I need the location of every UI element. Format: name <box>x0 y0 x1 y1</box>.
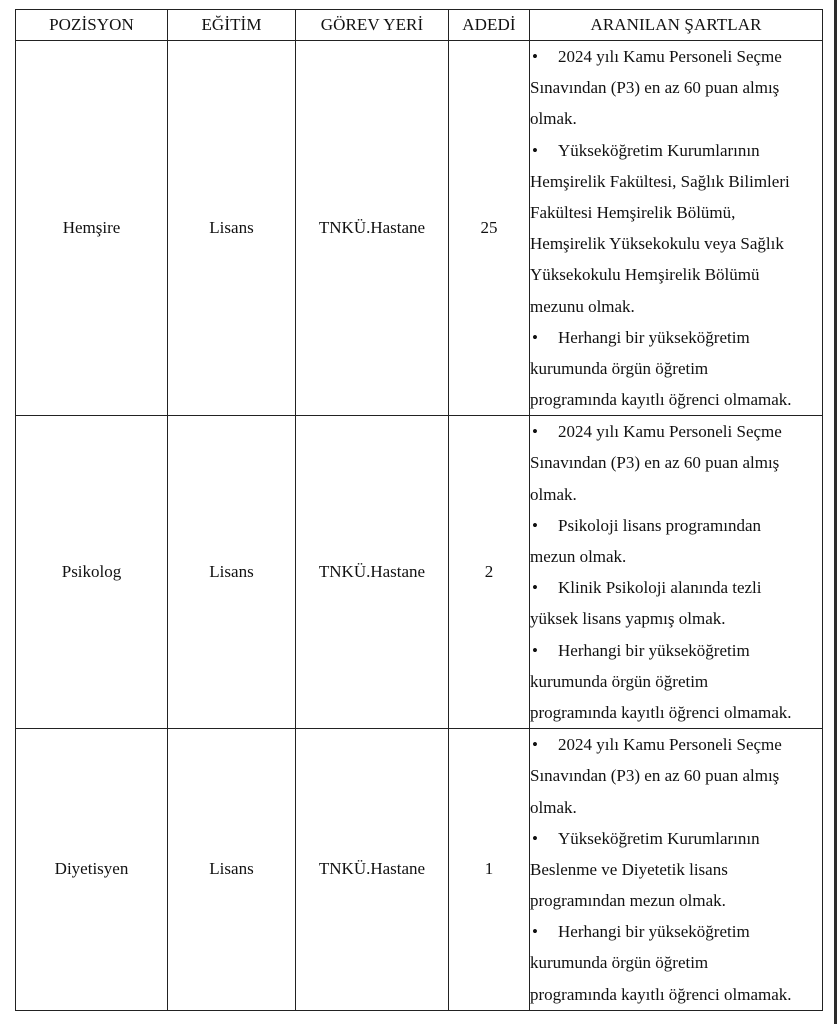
requirement-line: • Klinik Psikoloji alanında tezli <box>530 572 822 603</box>
requirement-line: Beslenme ve Diyetetik lisans <box>530 859 728 879</box>
cell-education: Lisans <box>168 41 296 416</box>
requirement-line: kurumunda örgün öğretim <box>530 953 709 973</box>
positions-table <box>15 9 823 1011</box>
requirement-line: olmak. <box>530 797 577 817</box>
cell-location: TNKÜ.Hastane <box>296 729 449 1011</box>
requirement-item <box>530 572 822 634</box>
requirement-line: • Herhangi bir yükseköğretim <box>530 635 822 666</box>
requirement-line: olmak. <box>530 109 577 129</box>
cell-position: Diyetisyen <box>16 729 168 1011</box>
requirement-line: • 2024 yılı Kamu Personeli Seçme <box>530 41 822 72</box>
requirement-line: yüksek lisans yapmış olmak. <box>530 609 726 629</box>
requirement-line: Sınavından (P3) en az 60 puan almış <box>530 453 780 473</box>
requirement-item <box>530 41 822 135</box>
requirement-line: • Psikoloji lisans programından <box>530 510 822 541</box>
table-header-row <box>16 10 823 41</box>
requirement-line: • Yükseköğretim Kurumlarının <box>530 823 822 854</box>
requirement-item <box>530 135 822 322</box>
requirement-line: olmak. <box>530 484 577 504</box>
requirement-line: programında kayıtlı öğrenci olmamak. <box>530 702 792 722</box>
requirement-item <box>530 416 822 510</box>
requirement-line: • 2024 yılı Kamu Personeli Seçme <box>530 729 822 760</box>
requirement-line: programından mezun olmak. <box>530 891 726 911</box>
requirement-line: mezunu olmak. <box>530 296 635 316</box>
cell-education: Lisans <box>168 729 296 1011</box>
requirement-item <box>530 635 822 729</box>
requirement-line: Hemşirelik Fakültesi, Sağlık Bilimleri <box>530 171 790 191</box>
cell-requirements <box>530 729 823 1011</box>
cell-position: Hemşire <box>16 41 168 416</box>
cell-requirements <box>530 41 823 416</box>
table-row <box>16 416 823 729</box>
requirement-item <box>530 729 822 823</box>
cell-location: TNKÜ.Hastane <box>296 41 449 416</box>
requirement-line: kurumunda örgün öğretim <box>530 358 709 378</box>
requirement-item <box>530 322 822 416</box>
header-count: ADEDİ <box>449 10 530 41</box>
requirement-line: • Herhangi bir yükseköğretim <box>530 322 822 353</box>
requirements-list <box>530 416 822 728</box>
requirements-list <box>530 729 822 1010</box>
requirement-item <box>530 823 822 917</box>
requirement-line: Hemşirelik Yüksekokulu veya Sağlık <box>530 234 784 254</box>
requirement-line: Sınavından (P3) en az 60 puan almış <box>530 766 780 786</box>
requirement-item <box>530 916 822 1010</box>
requirement-line: Fakültesi Hemşirelik Bölümü, <box>530 202 736 222</box>
requirement-line: Sınavından (P3) en az 60 puan almış <box>530 78 780 98</box>
header-position: POZİSYON <box>16 10 168 41</box>
requirement-line: • Yükseköğretim Kurumlarının <box>530 135 822 166</box>
table-row <box>16 41 823 416</box>
cell-count: 2 <box>449 416 530 729</box>
header-requirements: ARANILAN ŞARTLAR <box>530 10 823 41</box>
requirement-line: Yüksekokulu Hemşirelik Bölümü <box>530 265 760 285</box>
requirement-item <box>530 510 822 572</box>
table-row <box>16 729 823 1011</box>
cell-position: Psikolog <box>16 416 168 729</box>
header-location: GÖREV YERİ <box>296 10 449 41</box>
requirement-line: programında kayıtlı öğrenci olmamak. <box>530 390 792 410</box>
cell-count: 25 <box>449 41 530 416</box>
requirement-line: • 2024 yılı Kamu Personeli Seçme <box>530 416 822 447</box>
requirement-line: kurumunda örgün öğretim <box>530 671 709 691</box>
cell-count: 1 <box>449 729 530 1011</box>
requirements-list <box>530 41 822 415</box>
requirement-line: • Herhangi bir yükseköğretim <box>530 916 822 947</box>
requirement-line: programında kayıtlı öğrenci olmamak. <box>530 984 792 1004</box>
cell-location: TNKÜ.Hastane <box>296 416 449 729</box>
requirement-line: mezun olmak. <box>530 547 627 566</box>
header-education: EĞİTİM <box>168 10 296 41</box>
cell-education: Lisans <box>168 416 296 729</box>
cell-requirements <box>530 416 823 729</box>
